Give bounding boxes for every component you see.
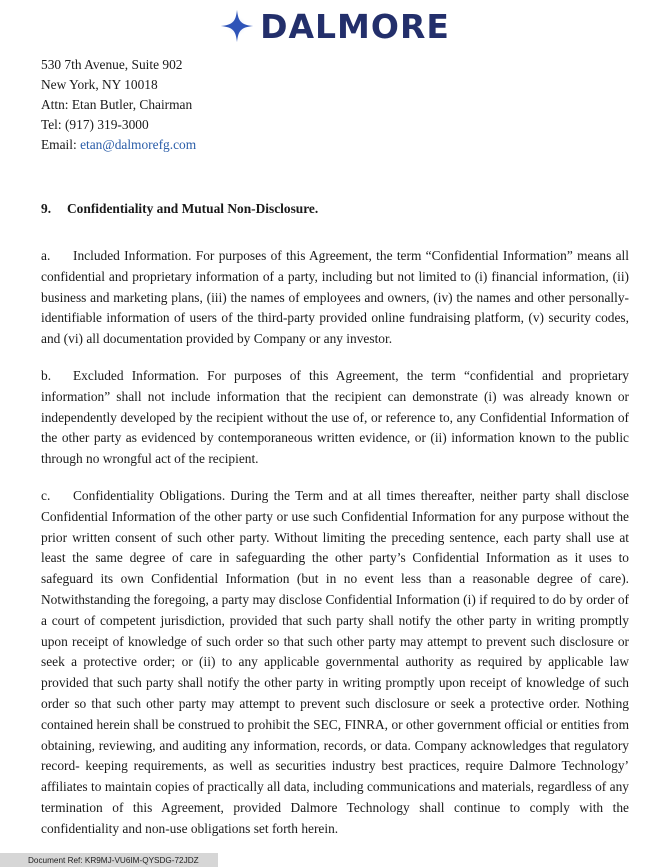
document-reference: Document Ref: KR9MJ-VU6IM-QYSDG-72JDZ	[28, 855, 199, 865]
section-title: Confidentiality and Mutual Non-Disclosure.	[67, 201, 319, 216]
paragraph-text: Confidentiality Obligations. During the Term and at all times thereafter, neither party shall disclose Confidential Information of the other party or use such Confidential Information for any purpose without the prior written consent of such other party. Without limiting the preceding sentence, each party shall use at least the same degree of care in safeguarding the other party’s Confidential Information as it uses to safeguard its own Confidential Information (but in no event less than a reasonable degree of care). Notwithstanding the foregoing, a party may disclose Confidential Information (i) if required to do by order of a court of competent jurisdiction, provided that such party shall notify the other party in writing promptly upon receipt of knowledge of such order so that such other party may attempt to prevent such disclosure or seek a protective order; or (ii) to any applicable governmental authority as required by applicable law provided that such party shall notify the other party in writing promptly upon receipt of knowledge of such order so that such other party may attempt to prevent such disclosure or seek a protective order. Nothing contained herein shall be construed to prohibit the SEC, FINRA, or other government official or entities from obtaining, reviewing, and auditing any information, records, or data. Company acknowledges that regulatory record- keeping requirements, as well as securities industry best practices, require Dalmore Technology’ affiliates to maintain copies of practically all data, including communications and materials, regardless of any termination of this Agreement, provided Dalmore Technology shall continue to comply with the confidentiality and non-use obligations set forth herein.	[41, 488, 629, 836]
paragraph-label: a.	[41, 248, 51, 263]
address-email-line	[41, 135, 196, 155]
address-telephone: Tel: (917) 319-3000	[41, 117, 149, 132]
four-point-star-icon	[220, 9, 254, 43]
address-attention: Attn: Etan Butler, Chairman	[41, 97, 193, 112]
address-street: 530 7th Avenue, Suite 902	[41, 57, 183, 72]
paragraph-included-information	[41, 246, 629, 350]
paragraph-text: Excluded Information. For purposes of this Agreement, the term “confidential and proprietary information” shall not include information that the recipient can demonstrate (i) was already known or independently developed by the recipient without the use of, or reference to, any Confidential Information of the other party as evidenced by contemporaneous written evidence, or (ii) information known to the public through no wrongful act of the recipient.	[41, 368, 629, 467]
company-logo	[0, 6, 670, 46]
address-city: New York, NY 10018	[41, 77, 158, 92]
section-number: 9.	[41, 201, 52, 216]
email-link[interactable]: etan@dalmorefg.com	[80, 137, 197, 152]
paragraph-confidentiality-obligations	[41, 486, 629, 840]
paragraph-label: b.	[41, 368, 52, 383]
logo-wordmark: DALMORE	[260, 6, 450, 46]
paragraph-label: c.	[41, 488, 51, 503]
paragraph-text: Included Information. For purposes of this Agreement, the term “Confidential Information” means all confidential and proprietary information of a party, including but not limited to (i) financial information, (ii) business and marketing plans, (iii) the names of employees and owners, (iv) the names and other personally-identifiable information of users of the third-party provided online fundraising platform, (v) security codes, and (vi) all documentation provided by Company or any investor.	[41, 248, 629, 347]
address-block	[41, 55, 196, 155]
document-reference-bar	[0, 853, 218, 867]
paragraph-excluded-information	[41, 366, 629, 470]
email-label: Email:	[41, 137, 81, 152]
section-heading	[41, 201, 318, 217]
